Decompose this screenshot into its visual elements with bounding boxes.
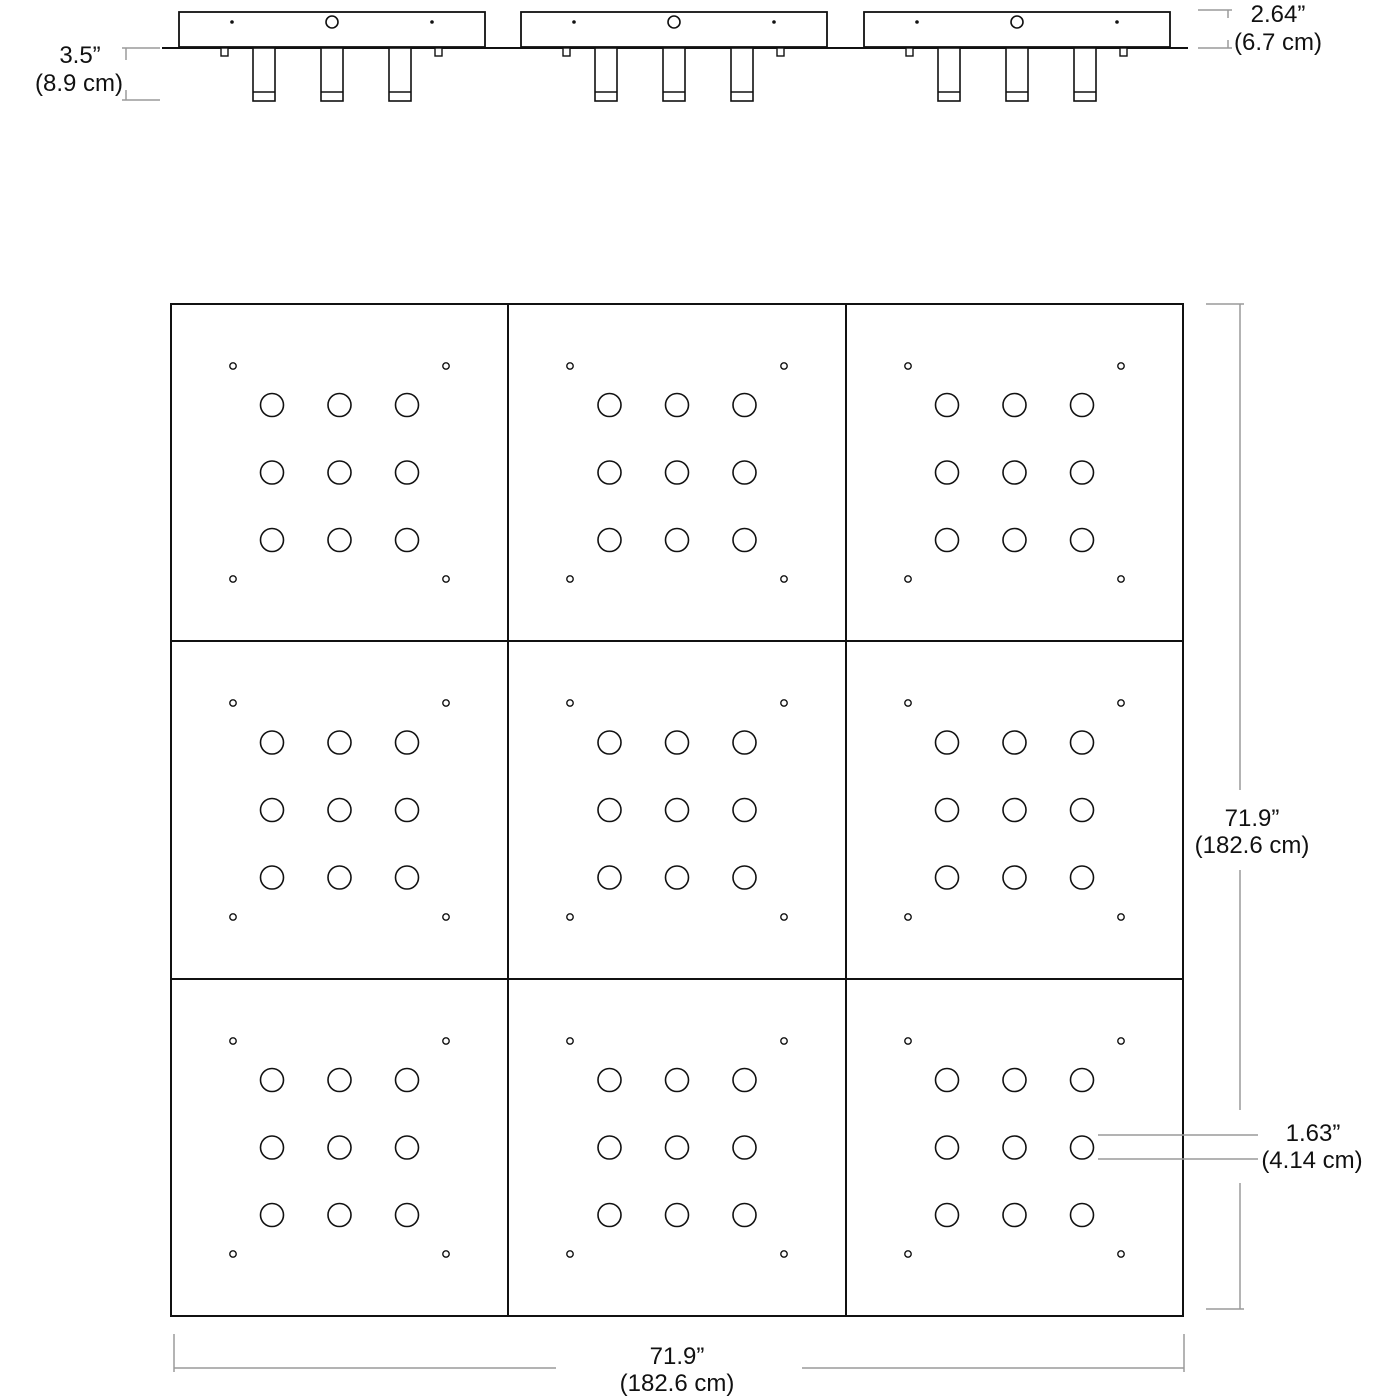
pendant-shade: [663, 48, 685, 101]
mounting-hole: [443, 1038, 449, 1044]
mounting-hole: [781, 914, 787, 920]
dimension-canopy-height: [1198, 1, 1322, 56]
pendant-body: [731, 48, 753, 101]
canopy-panel: [171, 641, 508, 979]
light-shade: [666, 461, 689, 484]
pendant-body: [389, 48, 411, 101]
light-shade: [328, 1136, 351, 1159]
light-shade: [261, 1204, 284, 1227]
light-shade: [1071, 1136, 1094, 1159]
depth-metric: (182.6 cm): [1194, 832, 1310, 859]
light-shade: [733, 529, 756, 552]
light-shade: [396, 799, 419, 822]
pendant-shade: [595, 48, 617, 101]
pendant-body: [321, 48, 343, 101]
light-shade: [328, 799, 351, 822]
light-shade: [1071, 866, 1094, 889]
mounting-hole: [781, 1038, 787, 1044]
canopy-height-metric: (6.7 cm): [1233, 29, 1323, 56]
canopy-pin-hole: [572, 20, 576, 24]
pendant-body: [1006, 48, 1028, 101]
canopy-panel: [508, 979, 846, 1316]
light-shade: [1003, 461, 1026, 484]
canopy-pin-hole: [1115, 20, 1119, 24]
light-shade: [1003, 529, 1026, 552]
canopy-body: [521, 12, 827, 47]
canopy-bolt: [777, 48, 784, 56]
width-imperial: 71.9”: [649, 1343, 705, 1370]
panel-outline: [508, 979, 846, 1316]
mounting-hole: [1118, 363, 1124, 369]
canopy: [864, 12, 1170, 101]
light-shade: [261, 394, 284, 417]
panel-outline: [508, 641, 846, 979]
canopy-panel: [846, 304, 1183, 641]
light-shade: [733, 731, 756, 754]
mounting-hole: [443, 1251, 449, 1257]
light-shade: [936, 799, 959, 822]
mounting-hole: [905, 700, 911, 706]
depth-imperial: 71.9”: [1224, 805, 1280, 832]
light-shade: [733, 394, 756, 417]
plan-outline: [171, 304, 1183, 1316]
light-shade: [328, 731, 351, 754]
canopy-body: [179, 12, 485, 47]
light-shade: [733, 799, 756, 822]
canopy-panel: [171, 304, 508, 641]
light-shade: [1003, 731, 1026, 754]
light-shade: [396, 1069, 419, 1092]
mounting-hole: [905, 576, 911, 582]
pendant-body: [663, 48, 685, 101]
light-shade: [733, 1136, 756, 1159]
mounting-hole: [230, 1038, 236, 1044]
light-shade: [666, 1069, 689, 1092]
mounting-hole: [781, 1251, 787, 1257]
canopy-panel: [846, 641, 1183, 979]
light-shade: [328, 394, 351, 417]
mounting-hole: [230, 363, 236, 369]
mounting-hole: [781, 700, 787, 706]
light-shade: [936, 394, 959, 417]
light-shade: [261, 731, 284, 754]
light-shade: [936, 1204, 959, 1227]
light-shade: [1003, 1204, 1026, 1227]
canopy-panel: [508, 641, 846, 979]
light-shade: [1071, 799, 1094, 822]
canopy-group: [179, 12, 1170, 101]
light-shade: [598, 799, 621, 822]
side-elevation-view: [162, 12, 1188, 101]
mounting-hole: [443, 914, 449, 920]
light-shade: [261, 799, 284, 822]
panel-outline: [846, 979, 1183, 1316]
pendant-shade: [1074, 48, 1096, 101]
light-shade: [733, 1204, 756, 1227]
panel-outline: [171, 641, 508, 979]
canopy-panel: [171, 979, 508, 1316]
pendant-shade: [389, 48, 411, 101]
light-shade: [936, 529, 959, 552]
mounting-hole: [1118, 1038, 1124, 1044]
pendant-shade: [1006, 48, 1028, 101]
panel-outline: [846, 641, 1183, 979]
canopy-pin-hole: [230, 20, 234, 24]
panel-outline: [508, 304, 846, 641]
mounting-hole: [905, 363, 911, 369]
light-shade: [396, 529, 419, 552]
mounting-hole: [230, 700, 236, 706]
light-shade: [1071, 529, 1094, 552]
light-shade: [396, 731, 419, 754]
canopy-bolt: [435, 48, 442, 56]
light-shade: [936, 1136, 959, 1159]
mounting-hole: [443, 363, 449, 369]
light-shade: [1071, 461, 1094, 484]
canopy-pin-hole: [430, 20, 434, 24]
mounting-hole: [230, 576, 236, 582]
light-shade: [936, 866, 959, 889]
light-shade: [733, 461, 756, 484]
canopy-pin-hole: [772, 20, 776, 24]
canopy: [521, 12, 827, 101]
overall-height-metric: (8.9 cm): [34, 70, 124, 97]
mounting-hole: [781, 576, 787, 582]
panel-outline: [171, 979, 508, 1316]
pendant-shade: [253, 48, 275, 101]
light-shade: [936, 731, 959, 754]
light-shade: [261, 461, 284, 484]
light-shade: [1071, 1069, 1094, 1092]
light-shade: [396, 1136, 419, 1159]
mounting-hole: [1118, 914, 1124, 920]
canopy: [179, 12, 485, 101]
mounting-hole: [443, 700, 449, 706]
mounting-hole: [567, 914, 573, 920]
light-shade: [666, 394, 689, 417]
shade-diameter-metric: (4.14 cm): [1261, 1147, 1363, 1174]
light-shade: [936, 461, 959, 484]
overall-height-imperial: 3.5”: [59, 42, 101, 69]
mounting-hole: [443, 576, 449, 582]
pendant-shade: [731, 48, 753, 101]
dimension-width: [174, 1334, 1184, 1397]
light-shade: [733, 866, 756, 889]
canopy-body: [864, 12, 1170, 47]
light-shade: [666, 866, 689, 889]
light-shade: [261, 1136, 284, 1159]
light-shade: [598, 461, 621, 484]
mounting-hole: [905, 1251, 911, 1257]
pendant-body: [253, 48, 275, 101]
width-metric: (182.6 cm): [619, 1370, 735, 1397]
light-shade: [328, 529, 351, 552]
light-shade: [1071, 1204, 1094, 1227]
plan-view: [171, 304, 1183, 1316]
light-shade: [1003, 799, 1026, 822]
light-shade: [1071, 731, 1094, 754]
light-shade: [261, 1069, 284, 1092]
panel-grid: [171, 304, 1183, 1316]
light-shade: [1071, 394, 1094, 417]
canopy-bolt: [906, 48, 913, 56]
mounting-hole: [567, 700, 573, 706]
light-shade: [666, 1136, 689, 1159]
light-shade: [666, 799, 689, 822]
light-shade: [396, 866, 419, 889]
light-shade: [936, 1069, 959, 1092]
light-shade: [598, 866, 621, 889]
mounting-hole: [567, 1251, 573, 1257]
mounting-hole: [567, 576, 573, 582]
light-shade: [598, 731, 621, 754]
mounting-hole: [1118, 700, 1124, 706]
light-shade: [396, 461, 419, 484]
dimension-shade-diameter: [1098, 1120, 1363, 1174]
light-shade: [598, 1136, 621, 1159]
light-shade: [666, 529, 689, 552]
mounting-hole: [567, 363, 573, 369]
canopy-bolt: [221, 48, 228, 56]
light-shade: [598, 529, 621, 552]
light-shade: [1003, 1069, 1026, 1092]
pendant-body: [1074, 48, 1096, 101]
light-shade: [261, 529, 284, 552]
light-shade: [598, 1069, 621, 1092]
canopy-panel: [846, 979, 1183, 1316]
pendant-body: [938, 48, 960, 101]
light-shade: [1003, 1136, 1026, 1159]
light-shade: [328, 461, 351, 484]
mounting-hole: [1118, 576, 1124, 582]
light-shade: [598, 394, 621, 417]
pendant-shade: [938, 48, 960, 101]
pendant-shade: [321, 48, 343, 101]
panel-outline: [846, 304, 1183, 641]
light-shade: [666, 1204, 689, 1227]
mounting-hole: [905, 914, 911, 920]
light-shade: [733, 1069, 756, 1092]
canopy-bolt: [563, 48, 570, 56]
mounting-hole: [1118, 1251, 1124, 1257]
mounting-hole: [230, 1251, 236, 1257]
panel-outline: [171, 304, 508, 641]
mounting-hole: [567, 1038, 573, 1044]
dimension-overall-height: [35, 42, 160, 100]
light-shade: [598, 1204, 621, 1227]
mounting-hole: [781, 363, 787, 369]
canopy-bolt: [1120, 48, 1127, 56]
pendant-body: [595, 48, 617, 101]
mounting-hole: [230, 914, 236, 920]
light-shade: [666, 731, 689, 754]
light-shade: [1003, 866, 1026, 889]
canopy-height-imperial: 2.64”: [1250, 1, 1306, 28]
canopy-panel: [508, 304, 846, 641]
shade-diameter-imperial: 1.63”: [1285, 1120, 1341, 1147]
light-shade: [396, 394, 419, 417]
light-shade: [328, 1069, 351, 1092]
light-shade: [328, 1204, 351, 1227]
light-shade: [328, 866, 351, 889]
light-shade: [261, 866, 284, 889]
mounting-hole: [905, 1038, 911, 1044]
canopy-pin-hole: [915, 20, 919, 24]
light-shade: [1003, 394, 1026, 417]
light-shade: [396, 1204, 419, 1227]
